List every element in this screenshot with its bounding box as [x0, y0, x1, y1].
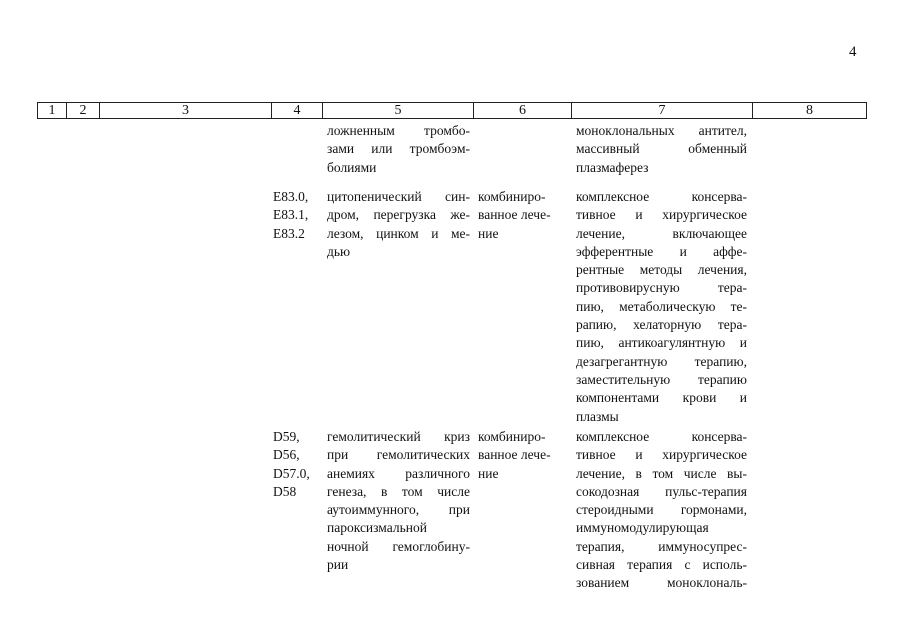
e83-method	[576, 188, 747, 426]
page-number: 4	[849, 44, 857, 60]
text-line: сивная терапия с исполь-	[576, 557, 747, 573]
text-line: при гемолитических	[327, 447, 470, 463]
column-number-header	[37, 102, 867, 119]
continuation-method	[576, 122, 747, 177]
text-line: дезагрегантную терапию,	[576, 353, 747, 369]
icd-code: E83.1,	[273, 207, 309, 223]
icd-code: D59,	[273, 429, 300, 444]
header-col-7: 7	[572, 103, 753, 119]
header-col-4: 4	[272, 103, 323, 119]
text-line: зованием моноклональ-	[576, 575, 747, 591]
text-line: терапия, иммуносупрес-	[576, 538, 747, 554]
d59-treatment-type	[478, 428, 570, 483]
text-line: тивное и хирургическое	[576, 207, 747, 223]
text-line: пароксизмальной	[327, 520, 427, 536]
text-line: рии	[327, 557, 349, 573]
text-line: ложненным тромбо-	[327, 123, 470, 138]
text-line: комбиниро-	[478, 429, 546, 444]
text-line: рапию, хелаторную тера-	[576, 317, 747, 333]
text-line: болиями	[327, 159, 377, 175]
e83-treatment-type	[478, 188, 570, 243]
e83-codes	[273, 188, 319, 243]
text-line: гемолитический криз	[327, 429, 470, 444]
text-line: моноклональных антител,	[576, 123, 747, 138]
text-line: стероидными гормонами,	[576, 502, 747, 518]
text-line: генеза, в том числе	[327, 483, 470, 499]
text-line: заместительную терапию	[576, 371, 747, 387]
text-line: массивный обменный	[576, 141, 747, 157]
text-line: пию, антикоагулянтную и	[576, 335, 747, 351]
text-line: дью	[327, 243, 351, 259]
text-line: ние	[478, 225, 499, 241]
text-line: эфферентные и аффе-	[576, 243, 747, 259]
text-line: комплексное консерва-	[576, 189, 747, 204]
e83-condition	[327, 188, 470, 261]
text-line: ние	[478, 465, 499, 481]
text-line: лезом, цинком и ме-	[327, 225, 470, 241]
text-line: плазмы	[576, 408, 619, 424]
text-line: комбиниро-	[478, 189, 546, 204]
text-line: анемиях различного	[327, 465, 470, 481]
header-col-6: 6	[474, 103, 572, 119]
text-line: ночной гемоглобину-	[327, 538, 470, 554]
d59-codes	[273, 428, 319, 501]
text-line: иммуномодулирующая	[576, 520, 709, 536]
icd-code: E83.0,	[273, 189, 309, 204]
text-line: пию, метаболическую те-	[576, 298, 747, 314]
icd-code: E83.2	[273, 225, 305, 241]
header-col-3: 3	[100, 103, 272, 119]
text-line: лечение, включающее	[576, 225, 747, 241]
text-line: компонентами крови и	[576, 390, 747, 406]
text-line: плазмаферез	[576, 159, 649, 175]
header-col-5: 5	[323, 103, 474, 119]
header-col-1: 1	[38, 103, 67, 119]
continuation-condition	[327, 122, 470, 177]
text-line: лечение, в том числе вы-	[576, 465, 747, 481]
header-col-2: 2	[67, 103, 100, 119]
d59-condition	[327, 428, 470, 574]
icd-code: D56,	[273, 447, 300, 463]
text-line: комплексное консерва-	[576, 429, 747, 444]
text-line: ванное лече-	[478, 447, 551, 463]
text-line: зами или тромбоэм-	[327, 141, 470, 157]
text-line: дром, перегрузка же-	[327, 207, 470, 223]
text-line: ванное лече-	[478, 207, 551, 223]
text-line: аутоиммунного, при	[327, 502, 470, 518]
icd-code: D58	[273, 483, 297, 499]
d59-method	[576, 428, 747, 593]
text-line: тивное и хирургическое	[576, 447, 747, 463]
text-line: сокодозная пульс-терапия	[576, 483, 747, 499]
text-line: рентные методы лечения,	[576, 262, 747, 278]
text-line: цитопенический син-	[327, 189, 470, 204]
header-col-8: 8	[753, 103, 867, 119]
icd-code: D57.0,	[273, 465, 310, 481]
text-line: противовирусную тера-	[576, 280, 747, 296]
